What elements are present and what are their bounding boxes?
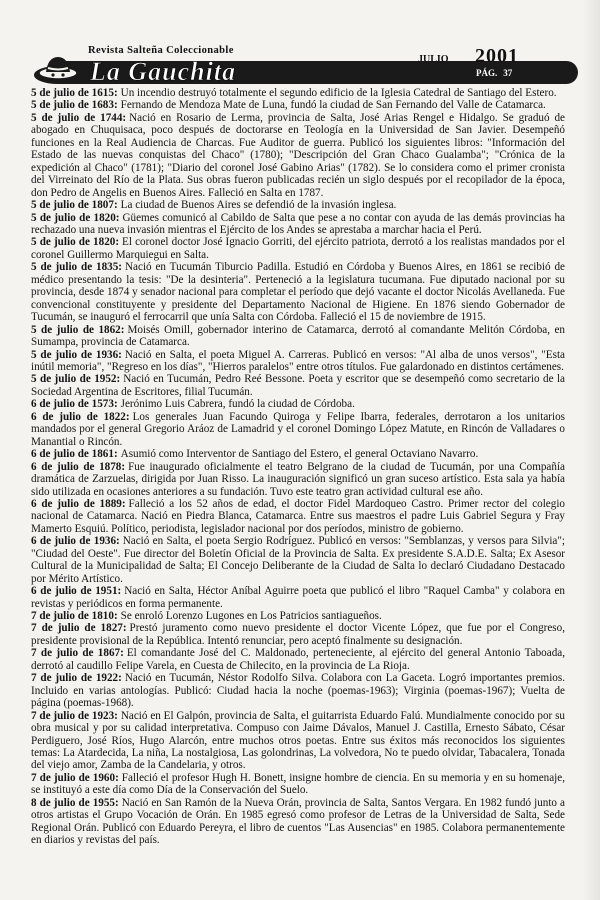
entry-date: 6 de julio de 1573: — [31, 398, 118, 411]
entry-text: Nació en El Galpón, provincia de Salta, el guitarrista Eduardo Falú. Mundialmente conocido por su obra musical y por su calidad interpretativa. Compuso con Jaime Dávalos, Manuel J. Castilla, Ernesto Sábato, César Perdiguero, José Ríos, Hugo Alarcón, entre muchos otros poetas. Entre sus éxitos más reconocidos los siguientes temas: La Atardecida, La niña, La nostalgiosa, Las golondrinas, La volvedora, No te puedo olvidar, Tabacalera, Tonada del viejo amor, Zamba de la Candelaria, y otros. — [31, 709, 565, 772]
page-label: PÁG. — [476, 68, 498, 78]
entry-text: Asumió como Interventor de Santiago del Estero, el general Octaviano Navarro. — [120, 448, 479, 461]
entry — [31, 236, 565, 261]
entry — [31, 710, 565, 772]
entry-text: Nació en Salta, Héctor Aníbal Aguirre poeta que publicó el libro "Raquel Camba" y colabora en revistas y periódicos en forma permanente. — [31, 585, 565, 610]
entry — [31, 672, 565, 709]
entry-text: Prestó juramento como nuevo presidente el doctor Vicente López, que fue por el Congreso, presidente provisional de la República. Intentó renunciar, pero aceptó finalmente su designación. — [31, 622, 566, 647]
entry-date: 6 de julio de 1861: — [31, 448, 118, 461]
entry — [31, 461, 565, 498]
entry-date: 7 de julio de 1867: — [31, 647, 124, 660]
entry-text: Güemes comunicó al Cabildo de Salta que pese a no contar con ayuda de las demás provincias ha rechazado una nueva invasión mientras el Ejército de los Andes se aprestaba a marchar hacia el Perú. — [31, 211, 565, 236]
entry-date: 5 de julio de 1820: — [31, 211, 120, 224]
entry — [31, 498, 565, 535]
page-edge-shadow — [582, 0, 600, 900]
entry-text: La ciudad de Buenos Aires se defendió de la invasión inglesa. — [120, 199, 397, 212]
issue-year: 2001 — [475, 45, 519, 67]
entry-date: 6 de julio de 1951: — [31, 585, 122, 598]
issue-month: JULIO — [418, 54, 449, 65]
entry-date: 5 de julio de 1744: — [31, 111, 127, 124]
entry — [31, 261, 565, 323]
entry-date: 6 de julio de 1936: — [31, 535, 120, 548]
entry-text: Se enroló Lorenzo Lugones en Los Patricios santiagueños. — [120, 610, 382, 623]
entry-text: Nació en Tucumán Tiburcio Padilla. Estudió en Córdoba y Buenos Aires, en 1861 se recibió de médico presentando la tesis: "De la desinteria". Perteneció a la legislatura tucumana. Fue diputado nacional por su provincia, desde 1874 y senador nacional para completar el período que dejó vacante el doctor Nicolás Avellaneda. Fue convencional constituyente y presidente del Departamento Nacional de Higiene. En 1876 siendo Gobernador de Tucumán, se inauguró el ferrocarril que unía Salta con Córdoba. Falleció el 15 de noviembre de 1915. — [31, 261, 565, 324]
entry-text: Fue inaugurado oficialmente el teatro Belgrano de la ciudad de Tucumán, por una Compañía dramática de Zarzuelas, dirigida por Juan Risso. La inauguración significó un gran suceso artístico. Esta sala ya había sido utilizada en ocasiones anteriores a su fundación. Tuvo este teatro gran actividad cultural ese año. — [31, 460, 565, 498]
masthead-subtitle: Revista Salteña Coleccionable — [88, 45, 234, 56]
entry — [31, 373, 565, 398]
entry — [31, 772, 565, 797]
entry-date: 5 de julio de 1862: — [31, 323, 125, 336]
entry — [31, 324, 565, 349]
entry — [31, 112, 565, 199]
entry-text: Un incendio destruyó totalmente el segundo edificio de la Iglesia Catedral de Santiago del Estero. — [120, 87, 557, 99]
entry-date: 5 de julio de 1615: — [31, 87, 118, 99]
entry-date: 7 de julio de 1922: — [31, 672, 122, 685]
entry-date: 7 de julio de 1810: — [31, 610, 118, 623]
entry-text: Fernando de Mendoza Mate de Luna, fundó la ciudad de San Fernando del Valle de Catamarca. — [120, 99, 546, 112]
entry-date: 5 de julio de 1820: — [31, 236, 120, 249]
entry-date: 6 de julio de 1822: — [31, 410, 130, 423]
entry-date: 5 de julio de 1807: — [31, 199, 118, 212]
entry — [31, 647, 565, 672]
entry-text: Nació en Tucumán, Néstor Rodolfo Silva. Colabora con La Gaceta. Logró importantes premios. Incluido en varias antologías. Publicó: Ciudad hacia la noche (poemas-1963); Virginia (poemas-1967); Vuelta de página (poemas-1968). — [31, 672, 565, 710]
entry-text: Nació en Tucumán, Pedro Reé Bessone. Poeta y escritor que se desempeñó como secretario de la Sociedad Argentina de Escritores, filial Tucumán. — [31, 373, 565, 398]
entry — [31, 610, 565, 622]
page-indicator — [476, 68, 512, 78]
entry-date: 5 de julio de 1952: — [31, 373, 121, 386]
entry-date: 5 de julio de 1936: — [31, 348, 122, 361]
entry-date: 6 de julio de 1889: — [31, 497, 126, 510]
entry-text: Nació en Rosario de Lerma, provincia de Salta, José Arias Rengel e Hidalgo. Se graduó de abogado en Chuquisaca, poco después de doctorarse en Teología en la Universidad de San Javier. Desempeñó funciones en la Real Audiencia de Charcas. Fue Auditor de guerra. Publicó los siguientes libros: "Información del Estado de las nuevas conquistas del Chaco" (1780); "Descripción del Gran Chaco Gualamba"; "Crónica de la expedición al Chaco" (1781); "Diario del coronel José Gabino Arias" (1782). Se lo considera como el primer cronista del Virreinato del Río de la Plata. Sus obras fueron publicadas recién un siglo después por el recopilador de la época, don Pedro de Angelis en Buenos Aires. Falleció en Salta en 1787. — [31, 111, 565, 199]
entry — [31, 411, 565, 448]
entry-text: Nació en San Ramón de la Nueva Orán, provincia de Salta, Santos Vergara. En 1982 fundó junto a otros artistas el Grupo Vocación de Orán. En 1985 egresó como profesor de Letras de la Universidad de Salta, Sede Regional Orán. Publicó con Eduardo Pereyra, el libro de cuentos "Las Ausencias" en 1985. Colabora permanentemente en diarios y revistas del país. — [31, 796, 565, 847]
masthead — [30, 45, 578, 89]
entry — [31, 622, 565, 647]
entry — [31, 535, 565, 585]
entry-text: Jerónimo Luis Cabrera, fundó la ciudad de Córdoba. — [120, 398, 355, 411]
page-number: 37 — [503, 68, 513, 78]
entry — [31, 99, 565, 111]
entry-date: 7 de julio de 1827: — [31, 622, 127, 635]
entry — [31, 585, 565, 610]
entry — [31, 199, 565, 211]
entry-text: El coronel doctor José Ignacio Gorriti, del ejército patriota, derrotó a los realistas mandados por el coronel Guillermo Marquiegui en Salta. — [31, 236, 565, 261]
entry-date: 6 de julio de 1878: — [31, 460, 126, 473]
entry-text: Los generales Juan Facundo Quiroga y Felipe Ibarra, federales, derrotaron a los unitarios mandados por el general Gregorio Aráoz de Lamadrid y el coronel Domingo López Matute, en Rincón de Valladares o Manantial o Rincón. — [31, 410, 565, 448]
entry-text: Nació en Salta, el poeta Miguel A. Carreras. Publicó en versos: "Al alba de unos versos", "Esta inútil memoria", "Regreso en los días", "Hierros paralelos" entre otros títulos. Fue galardonado en distintos certámenes. — [31, 348, 565, 373]
entry-text: Nació en Salta, el poeta Sergio Rodríguez. Publicó en versos: "Semblanzas, y versos para Silvia"; "Ciudad del Oeste". Fue director del Boletín Oficial de la Provincia de Salta. Ex presidente S.A.D.E. Salta; Ex Asesor Cultural de la Municipalidad de Salta; El Concejo Deliberante de la Ciudad de Salta lo declaró Ciudadano Destacado por Mérito Artístico. — [31, 535, 565, 585]
entry — [31, 212, 565, 237]
ephemeris-list — [31, 87, 565, 847]
entry-text: Moisés Omill, gobernador interino de Catamarca, derrotó al comandante Melitón Córdoba, en Sumampa, provincia de Catamarca. — [31, 323, 565, 349]
masthead-title: La Gauchita — [90, 57, 237, 86]
entry-text: Falleció a los 52 años de edad, el doctor Fidel Mardoqueo Castro. Primer rector del colegio nacional de Catamarca. Nació en Piedra Blanca, Catamarca. Entre sus maestros el padre Luis Gabriel Segura y Fray Mamerto Esquiú. Político, periodista, legislador nacional por dos períodos, ministro de gobierno. — [31, 497, 565, 535]
entry-text: Falleció el profesor Hugh H. Bonett, insigne hombre de ciencia. En su memoria y en su homenaje, se instituyó a este día como Día de la Conservación del Suelo. — [31, 771, 565, 797]
entry — [31, 448, 565, 460]
entry-date: 5 de julio de 1683: — [31, 99, 118, 112]
entry — [31, 398, 565, 410]
entry — [31, 797, 565, 847]
gaucho-hat-logo-icon — [32, 51, 84, 89]
entry-date: 5 de julio de 1835: — [31, 261, 123, 274]
entry-date: 7 de julio de 1923: — [31, 709, 118, 722]
entry — [31, 349, 565, 374]
entry — [31, 87, 565, 99]
entry-date: 8 de julio de 1955: — [31, 796, 119, 809]
entry-date: 7 de julio de 1960: — [31, 771, 119, 784]
entry-text: El comandante José del C. Maldonado, perteneciente, al ejército del general Antonio Taboada, derrotó al caudillo Felipe Varela, en Cuesta de Chilecito, en la provincia de La Rioja. — [31, 647, 566, 672]
